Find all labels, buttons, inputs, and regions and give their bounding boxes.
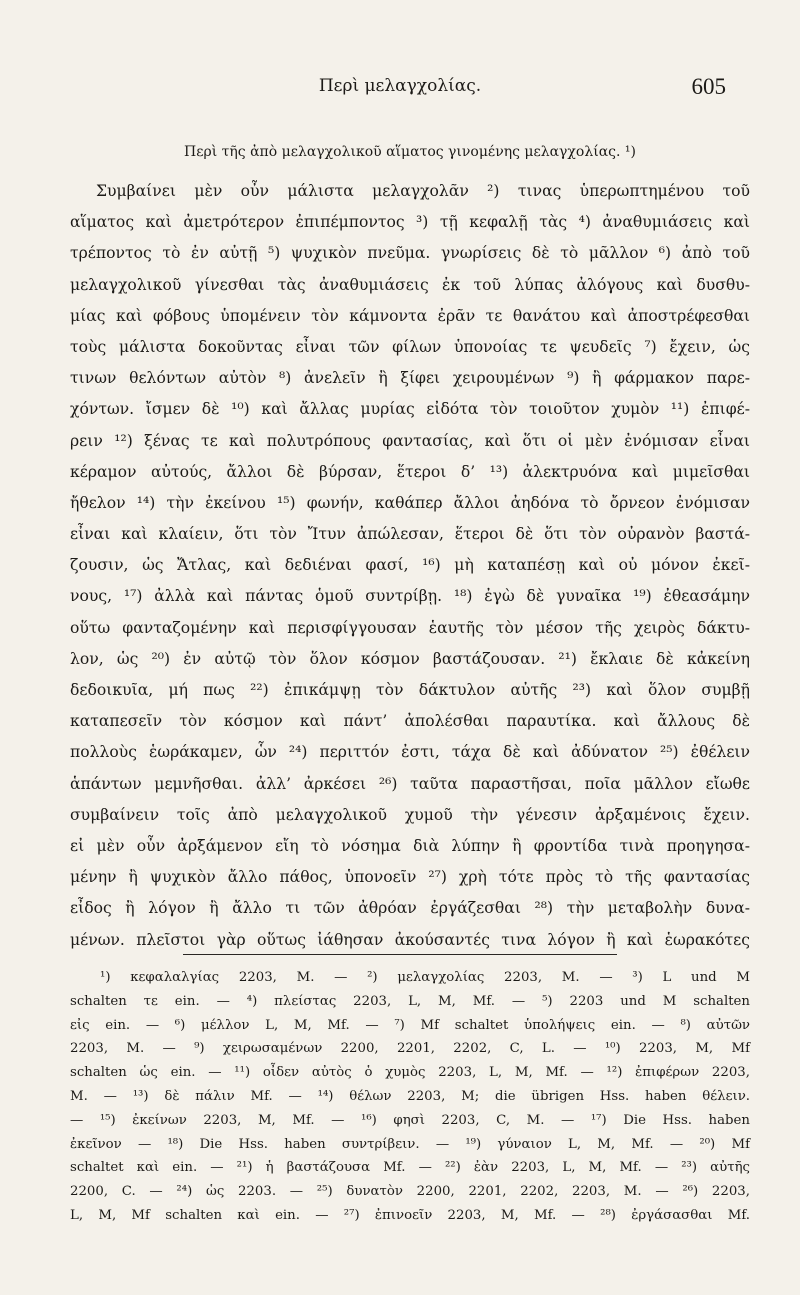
running-title: Περὶ μελαγχολίας. [318,76,482,96]
running-head [0,74,800,104]
body-line: Συμβαίνει μὲν οὖν μάλιστα μελαγχολᾶν ²) τινας ὑπερωπτημένου τοῦ [96,182,750,200]
body-line: τρέποντος τὸ ἐν αὐτῇ ⁵) ψυχικὸν πνεῦμα. γνωρίσεις δὲ τὸ μᾶλλον ⁶) ἀπὸ τοῦ [70,244,750,263]
body-line: νους, ¹⁷) ἀλλὰ καὶ πάντας ὁμοῦ συντρίβῃ. ¹⁸) ἐγὼ δὲ γυναῖκα ¹⁹) ἐθεασάμην [70,587,750,606]
body-line: πολλοὺς ἑωράκαμεν, ὧν ²⁴) περιττόν ἐστι, τάχα δὲ καὶ ἀδύνατον ²⁵) ἐθέλειν [70,743,750,762]
footnote-line: 2200, C. — ²⁴) ὡς 2203. — ²⁵) δυνατὸν 2200, 2201, 2202, 2203, M. — ²⁶) 2203, [70,1184,750,1200]
body-line: αἵματος καὶ ἀμετρότερον ἐπιπέμποντος ³) τῇ κεφαλῇ τὰς ⁴) ἀναθυμιάσεις καὶ [70,213,750,232]
body-line: ρειν ¹²) ξένας τε καὶ πολυτρόπους φαντασίας, καὶ ὅτι οἱ μὲν ἐνόμισαν εἶναι [70,431,750,450]
body-line: τοὺς μάλιστα δοκοῦντας εἶναι τῶν φίλων ὑπονοίας τε ψευδεῖς ⁷) ἔχειν, ὡς [70,337,750,356]
body-line: λον, ὡς ²⁰) ἐν αὐτῷ τὸν ὅλον κόσμον βαστάζουσαν. ²¹) ἔκλαιε δὲ κἀκείνη [70,649,750,668]
body-line: ἤθελον ¹⁴) τὴν ἐκείνου ¹⁵) φωνήν, καθάπερ ἄλλοι ἀηδόνα τὸ ὄρνεον ἐνόμισαν [70,493,750,512]
body-line: χόντων. ἴσμεν δὲ ¹⁰) καὶ ἄλλας μυρίας εἰδότα τὸν τοιοῦτον χυμὸν ¹¹) ἐπιφέ- [70,400,750,419]
footnote-line: schaltet καὶ ein. — ²¹) ἡ βαστάζουσα Mf. — ²²) ἐὰν 2203, L, M, Mf. — ²³) αὐτῆς [70,1160,750,1176]
body-line: κέραμον αὐτούς, ἄλλοι δὲ βύρσαν, ἕτεροι δ’ ¹³) ἀλεκτρυόνα καὶ μιμεῖσθαι [70,462,750,481]
footnote-line: 2203, M. — ⁹) χειρωσαμένων 2200, 2201, 2202, C, L. — ¹⁰) 2203, M, Mf [70,1041,750,1057]
footnote-line: ¹) κεφαλαλγίας 2203, M. — ²) μελαγχολίας 2203, M. — ³) L und M [100,970,750,985]
body-line: τινων θελόντων αὐτὸν ⁸) ἀνελεῖν ἢ ξίφει χειρουμένων ⁹) ἢ φάρμακον παρε- [70,369,750,388]
footnote-line: schalten ὡς ein. — ¹¹) οἶδεν αὐτὸς ὁ χυμὸς 2203, L, M, Mf. — ¹²) ἐπιφέρων 2203, [70,1065,750,1081]
body-line: μένην ἢ ψυχικὸν ἄλλο πάθος, ὑπονοεῖν ²⁷) χρὴ τότε πρὸς τὸ τῆς φαντασίας [70,868,750,887]
body-line: ζουσιν, ὡς Ἄτλας, καὶ δεδιέναι φασί, ¹⁶) μὴ καταπέσῃ καὶ οὐ μόνον ἐκεῖ- [70,556,750,575]
footnote-line: ἐκεῖνον — ¹⁸) Die Hss. haben συντρίβειν. — ¹⁹) γύναιον L, M, Mf. — ²⁰) Mf [70,1136,750,1152]
body-line: δεδοικυῖα, μή πως ²²) ἐπικάμψῃ τὸν δάκτυλον αὐτῆς ²³) καὶ ὅλον συμβῇ [70,681,750,699]
body-line: συμβαίνειν τοῖς ἀπὸ μελαγχολικοῦ χυμοῦ τὴν γένεσιν ἀρξαμένοις ἔχειν. [70,805,750,824]
footnote-line: — ¹⁵) ἐκείνων 2203, M, Mf. — ¹⁶) φησὶ 2203, C, M. — ¹⁷) Die Hss. haben [70,1112,750,1128]
body-line: οὕτω φανταζομένην καὶ περισφίγγουσαν ἑαυτῆς τὸν μέσον τῆς χειρὸς δάκτυ- [70,618,750,637]
body-line: εἰ μὲν οὖν ἀρξάμενον εἴη τὸ νόσημα διὰ λύπην ἢ φροντίδα τινὰ προηγησα- [70,836,750,855]
body-line: καταπεσεῖν τὸν κόσμον καὶ πάντ’ ἀπολέσθαι παραυτίκα. καὶ ἄλλους δὲ [70,712,750,731]
body-line: μένων. πλεῖστοι γὰρ οὕτως ἰάθησαν ἀκούσαντές τινα λόγον ἢ καὶ ἑωρακότες [70,930,750,949]
footnote-line: M. — ¹³) δὲ πάλιν Mf. — ¹⁴) θέλων 2203, M; die übrigen Hss. haben θέλειν. [70,1088,750,1104]
body-text [70,176,750,956]
section-title: Περὶ τῆς ἀπὸ μελαγχολικοῦ αἵματος γινομένης μελαγχολίας. ¹) [184,144,636,160]
body-line: εἶδος ἢ λόγον ἢ ἄλλο τι τῶν ἀθρόαν ἐργάζεσθαι ²⁸) τὴν μεταβολὴν δυνα- [70,899,750,918]
body-line: μίας καὶ φόβους ὑπομένειν τὸν κάμνοντα ἐρᾶν τε θανάτου καὶ ἀποστρέφεσθαι [70,306,750,325]
body-line: μελαγχολικοῦ γίνεσθαι τὰς ἀναθυμιάσεις ἐκ τοῦ λύπας ἀλόγους καὶ δυσθυ- [70,275,750,294]
page-number: 605 [691,74,726,99]
body-line: εἶναι καὶ κλαίειν, ὅτι τὸν Ἴτυν ἀπώλεσαν, ἕτεροι δὲ ὅτι τὸν οὐρανὸν βαστά- [70,525,750,544]
footnotes [70,966,750,1228]
body-line: ἁπάντων μεμνῆσθαι. ἀλλ’ ἀρκέσει ²⁶) ταῦτα παραστῆσαι, ποῖα μᾶλλον εἴωθε [70,774,750,793]
footnote-line: εἰς ein. — ⁶) μέλλον L, M, Mf. — ⁷) Mf schaltet ὑπολήψεις ein. — ⁸) αὐτῶν [70,1017,750,1033]
footnote-line: schalten τε ein. — ⁴) πλείστας 2203, L, M, Mf. — ⁵) 2203 und M schalten [70,993,750,1009]
footnote-divider [183,954,617,955]
footnote-line: L, M, Mf schalten καὶ ein. — ²⁷) ἐπινοεῖν 2203, M, Mf. — ²⁸) ἐργάσασθαι Mf. [70,1207,750,1223]
